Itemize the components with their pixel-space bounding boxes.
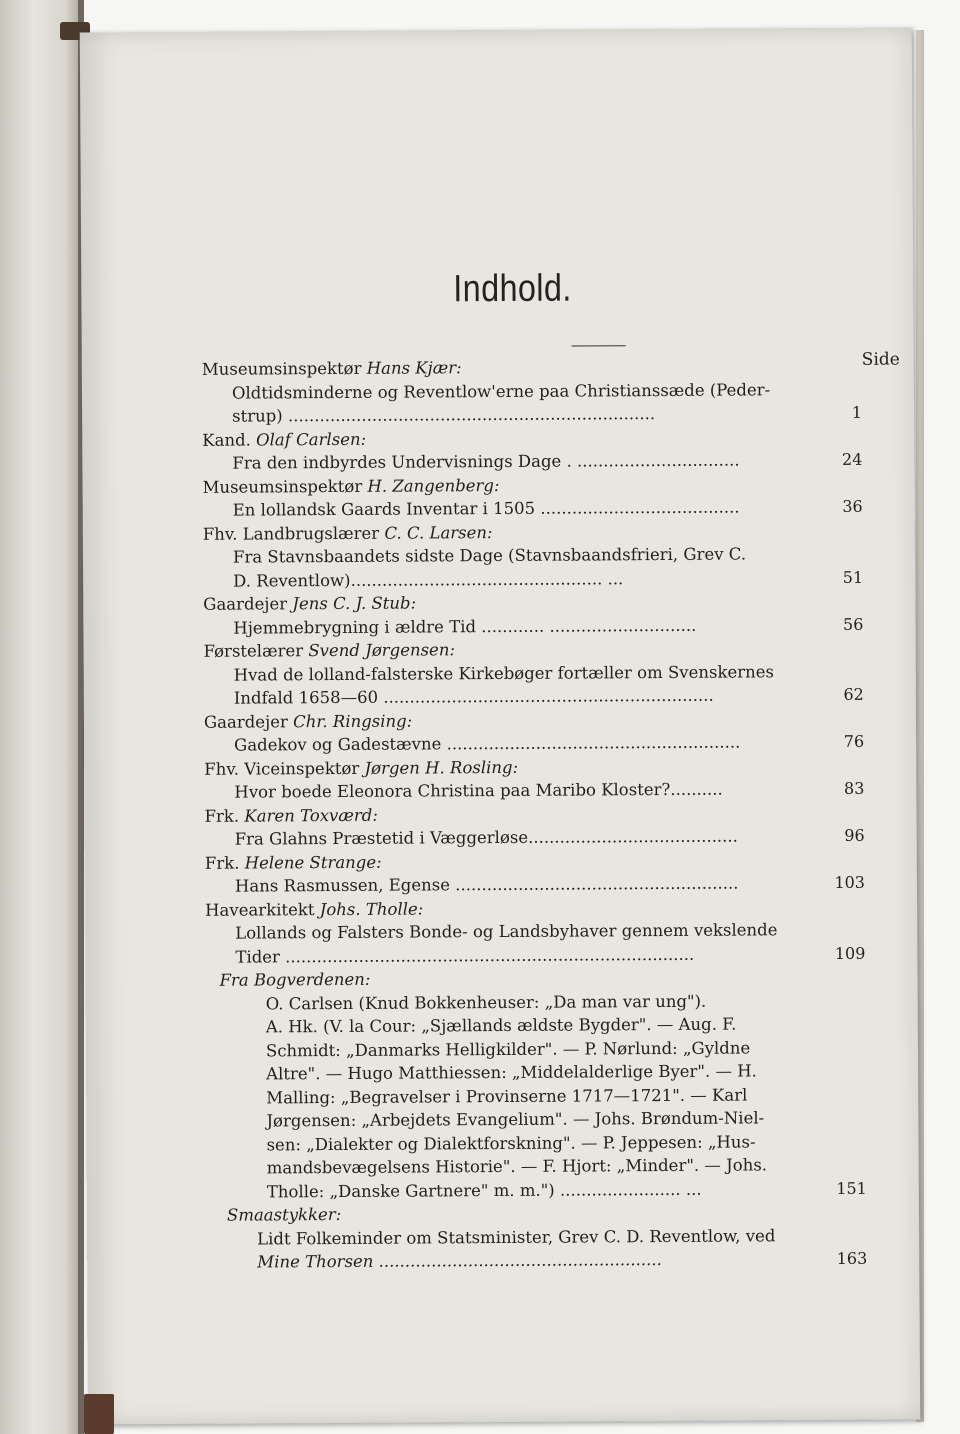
author-title: Gaardejer	[203, 711, 294, 732]
toc-article-line: Hvor boede Eleonora Christina paa Maribo Kloster?..........	[234, 779, 723, 802]
review-line: Jørgensen: „Arbejdets Evangelium". — Johs. Brøndum-Niel-	[266, 1108, 765, 1131]
review-line: Schmidt: „Danmarks Helligkilder". — P. Nørlund: „Gyldne	[265, 1037, 751, 1060]
toc-entry	[204, 753, 864, 804]
toc-entry	[202, 424, 862, 475]
toc-page-number: 151	[836, 1178, 867, 1198]
page-content	[200, 28, 900, 1272]
author-name: Olaf Carlsen:	[256, 429, 367, 449]
toc-article-line: Fra Glahns Præstetid i Væggerløse........................................	[234, 826, 738, 849]
toc-article-line: En lollandsk Gaards Inventar i 1505 ......................................	[232, 497, 740, 520]
toc-page-number: 76	[843, 731, 865, 751]
toc-article-line: D. Reventlow)................................................ ...	[233, 568, 624, 591]
title-rule	[572, 345, 626, 346]
author-name: Karen Toxværd:	[244, 805, 378, 826]
toc-article-line: Tider ..............................................................................	[235, 944, 695, 967]
table-of-contents	[202, 354, 868, 1275]
toc-entry	[203, 636, 863, 711]
author-title: Gaardejer	[203, 594, 293, 614]
author-title: Kand.	[202, 429, 257, 450]
author-title: Fhv. Viceinspektør	[204, 758, 365, 779]
author-name: Hans Kjær:	[366, 358, 462, 378]
toc-article-line: Lollands og Falsters Bonde- og Landsbyhaver gennem vekslende	[235, 920, 778, 943]
section-heading: Fra Bogverdenen:	[219, 969, 371, 990]
review-line: Altre". — Hugo Matthiessen: „Middelalderlige Byer". — H.	[266, 1061, 757, 1084]
book-page	[80, 27, 920, 1424]
toc-entry	[204, 800, 864, 851]
toc-page-number: 96	[844, 825, 865, 845]
toc-page-number: 83	[843, 778, 865, 798]
author-name: C. C. Larsen:	[384, 522, 493, 543]
review-block	[206, 988, 867, 1204]
author-title: Fhv. Landbrugslærer	[202, 523, 385, 544]
section-heading: Smaastykker:	[226, 1204, 342, 1225]
toc-page-number: 36	[842, 496, 863, 516]
author-name: Chr. Ringsing:	[293, 711, 413, 731]
author-name: Svend Jørgensen:	[308, 640, 456, 661]
toc-article-line: Mine Thorsen ......................................................	[257, 1250, 662, 1272]
toc-article-line: Hvad de lolland-falsterske Kirkebøger fortæller om Svenskernes	[233, 661, 775, 685]
toc-article-line: Hjemmebrygning i ældre Tid ............ ............................	[233, 615, 697, 638]
toc-article-line: strup) ......................................................................	[232, 404, 656, 426]
author-name: H. Zangenberg:	[367, 475, 500, 496]
toc-article-line: Fra den indbyrdes Undervisnings Dage . ...............................	[232, 450, 740, 473]
toc-article-line: Gadekov og Gadestævne ........................................................	[234, 732, 741, 755]
review-line: A. Hk. (V. la Cour: „Sjællands ældste Bygder". — Aug. F.	[265, 1014, 737, 1037]
book-spine	[0, 0, 84, 1434]
toc-article-line: Hans Rasmussen, Egense ......................................................	[234, 873, 739, 896]
toc-entry-smaastykker	[207, 1200, 867, 1275]
toc-article-line: Lidt Folkeminder om Statsminister, Grev C. D. Reventlow, ved	[257, 1225, 776, 1248]
author-title: Frk.	[204, 806, 245, 826]
toc-entry	[205, 894, 865, 969]
author-title: Frk.	[204, 853, 245, 873]
review-line: sen: „Dialekter og Dialektforskning". — P. Jeppesen: „Hus-	[266, 1131, 756, 1154]
review-line: Malling: „Begravelser i Provinserne 1717—1721". — Karl	[266, 1084, 748, 1107]
author-name: Johs. Tholle:	[319, 898, 424, 919]
side-column-label: Side	[861, 349, 900, 370]
toc-entry-fra-bogverdenen	[205, 965, 866, 1204]
page-title: Indhold.	[453, 267, 572, 311]
author-title: Museumsinspektør	[202, 476, 368, 497]
toc-page-number: 163	[836, 1248, 868, 1268]
author-name: Helene Strange:	[244, 852, 382, 873]
review-line: mandsbevægelsens Historie". — F. Hjort: „Minder". — Johs.	[266, 1155, 768, 1178]
review-line: O. Carlsen (Knud Bokkenheuser: „Da man var ung").	[265, 991, 707, 1013]
toc-entry	[204, 706, 864, 757]
toc-page-number: 24	[841, 449, 863, 469]
toc-article-line: Indfald 1658—60 ...............................................................	[233, 685, 714, 708]
author-title: Museumsinspektør	[201, 358, 367, 379]
toc-entry	[203, 518, 863, 593]
toc-page-number: 62	[843, 684, 864, 704]
toc-page-number: 56	[842, 614, 864, 634]
binding-corner-bottom	[84, 1394, 114, 1434]
toc-page-number: 103	[834, 872, 866, 892]
author-title: Førstelærer	[203, 641, 309, 661]
toc-entry	[203, 589, 863, 640]
toc-entry	[202, 471, 862, 522]
toc-article-line: Fra Stavnsbaandets sidste Dage (Stavnsbaandsfrieri, Grev C.	[232, 544, 747, 567]
author-title: Havearkitekt	[205, 899, 320, 920]
toc-article-line: Oldtidsminderne og Reventlow'erne paa Christianssæde (Peder-	[231, 379, 771, 403]
toc-page-number: 51	[842, 567, 864, 587]
author-name: Jens C. J. Stub:	[292, 593, 417, 614]
toc-page-number: 1	[851, 402, 863, 422]
author-name: Jørgen H. Rosling:	[364, 757, 519, 778]
toc-entry	[205, 847, 865, 898]
toc-page-number: 109	[834, 943, 866, 963]
toc-entry	[202, 354, 862, 429]
review-line: Tholle: „Danske Gartnere" m. m.") ....................... ...	[266, 1179, 702, 1201]
